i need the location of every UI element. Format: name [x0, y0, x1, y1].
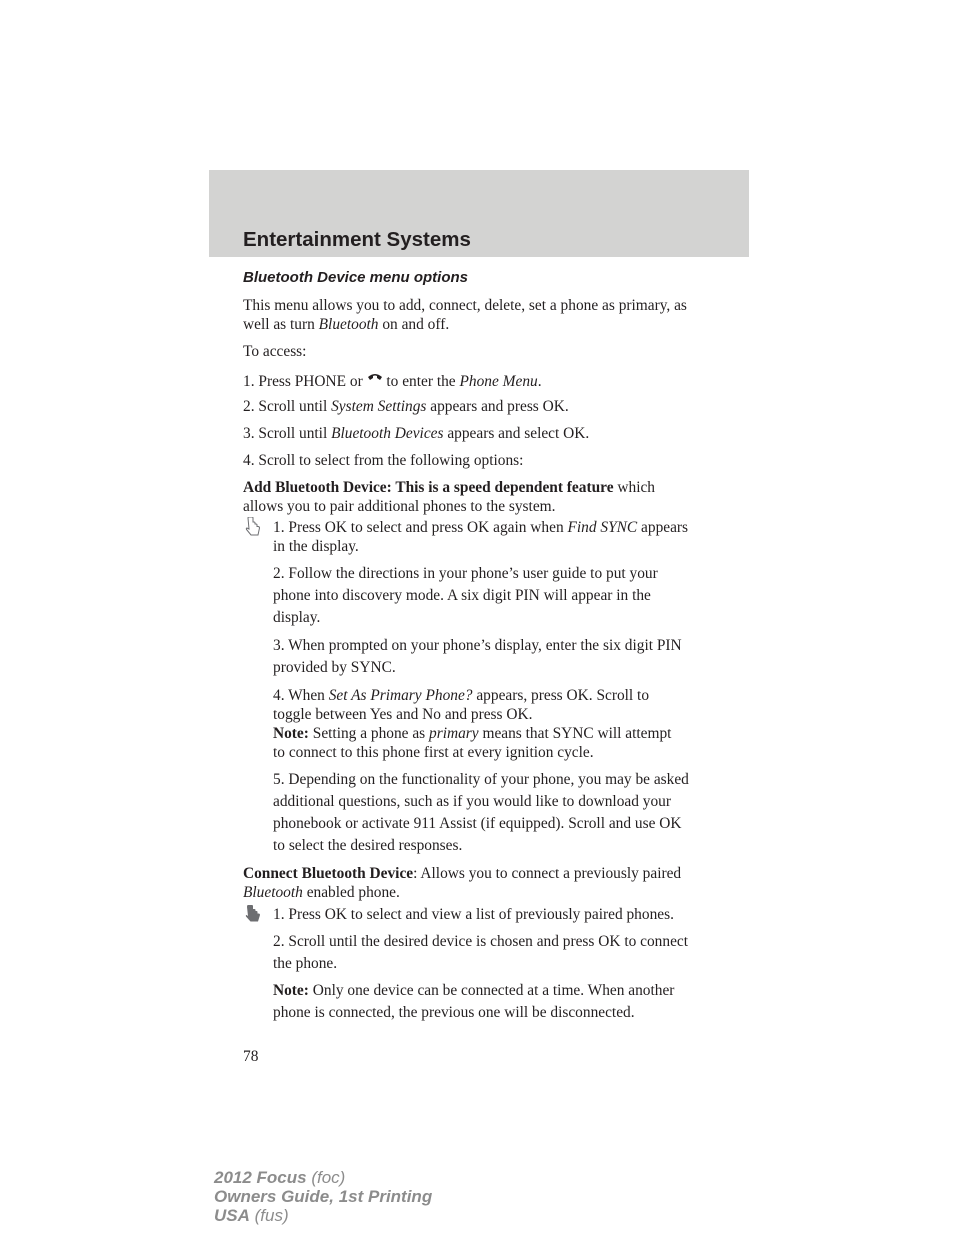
note-one-device-cont: phone is connected, the previous one will be disconnected.	[273, 1004, 635, 1021]
add-step-2-line-2: phone into discovery mode. A six digit PIN will appear in the	[273, 587, 651, 604]
intro-line-2	[243, 315, 449, 334]
text-run: primary	[429, 725, 479, 742]
add-step-5-line-1: 5. Depending on the functionality of your phone, you may be asked	[273, 771, 689, 788]
footer-line-guide: Owners Guide, 1st Printing	[214, 1187, 433, 1206]
hands-free-hand-icon	[245, 905, 263, 928]
section-title: Entertainment Systems	[243, 228, 471, 251]
text-run: 3. Scroll until	[243, 425, 332, 442]
text-run: Setting a phone as	[308, 725, 430, 742]
add-step-2-line-1: 2. Follow the directions in your phone’s user guide to put your	[273, 565, 658, 582]
to-access: To access:	[243, 343, 307, 360]
text-run: on and off.	[378, 316, 450, 333]
text-run: Phone Menu	[459, 373, 538, 390]
connect-step-1: 1. Press OK to select and view a list of previously paired phones.	[273, 906, 674, 923]
text-run: Add Bluetooth Device: This is a speed dependent feature	[243, 479, 614, 496]
step-1	[243, 370, 542, 391]
add-device-heading	[243, 478, 655, 497]
add-step-3-line-1: 3. When prompted on your phone’s display, enter the six digit PIN	[273, 637, 682, 654]
text-run: Connect Bluetooth Device	[243, 865, 414, 882]
text-run: Note:	[273, 982, 309, 999]
text-run: Set As Primary Phone?	[328, 687, 473, 704]
add-step-4-line-1	[273, 686, 649, 705]
text-run: appears	[637, 519, 689, 536]
text-run: 2. Scroll until	[243, 398, 332, 415]
text-run: : Allows you to connect a previously paired	[413, 865, 682, 882]
add-step-5-line-2: additional questions, such as if you would like to download your	[273, 793, 671, 810]
connect-device-desc	[243, 883, 400, 902]
step-2	[243, 397, 569, 416]
text-run: appears and select OK.	[443, 425, 590, 442]
text-run: Find SYNC	[567, 519, 638, 536]
text-run: appears and press OK.	[426, 398, 569, 415]
text-run: means that SYNC will attempt	[478, 725, 672, 742]
connect-device-heading	[243, 864, 681, 883]
add-step-3-line-2: provided by SYNC.	[273, 659, 396, 676]
connect-step-2-line-2: the phone.	[273, 955, 338, 972]
note-one-device	[273, 981, 674, 1000]
add-step-4-line-2: toggle between Yes and No and press OK.	[273, 706, 533, 723]
add-step-1-cont: in the display.	[273, 538, 359, 555]
footer-line-model	[214, 1168, 432, 1187]
footer-print-info	[214, 1168, 432, 1225]
page-number: 78	[243, 1048, 259, 1065]
connect-step-2-line-1: 2. Scroll until the desired device is chosen and press OK to connect	[273, 933, 689, 950]
step-4: 4. Scroll to select from the following options:	[243, 452, 524, 469]
text-run: appears, press OK. Scroll to	[472, 687, 650, 704]
text-run: 1. Press PHONE or	[243, 373, 367, 390]
text-run: 4. When	[273, 687, 329, 704]
note-primary	[273, 724, 671, 743]
subheading: Bluetooth Device menu options	[243, 269, 469, 286]
footer-line-region	[214, 1206, 432, 1225]
add-device-desc: allows you to pair additional phones to the system.	[243, 498, 556, 515]
text-run: 2012 Focus	[214, 1168, 307, 1187]
text-run: enabled phone.	[302, 884, 400, 901]
text-run: System Settings	[331, 398, 427, 415]
add-step-2-line-3: display.	[273, 609, 321, 626]
text-run: well as turn	[243, 316, 319, 333]
step-3	[243, 424, 589, 443]
intro-line-1: This menu allows you to add, connect, delete, set a phone as primary, as	[243, 297, 687, 314]
text-run: Note:	[273, 725, 309, 742]
note-primary-cont: to connect to this phone first at every ignition cycle.	[273, 744, 594, 761]
text-run: USA	[214, 1206, 250, 1225]
add-step-1	[273, 518, 688, 537]
text-run: .	[537, 373, 542, 390]
add-step-5-line-4: to select the desired responses.	[273, 837, 463, 854]
text-run: Bluetooth	[243, 884, 303, 901]
text-run: Only one device can be connected at a time. When another	[308, 982, 675, 999]
text-run: to enter the	[382, 373, 460, 390]
text-run: (fus)	[249, 1206, 289, 1225]
text-run: Bluetooth Devices	[331, 425, 444, 442]
text-run: Bluetooth	[318, 316, 379, 333]
text-run: (foc)	[306, 1168, 346, 1187]
text-run: 1. Press OK to select and press OK again when	[273, 519, 568, 536]
text-run: which	[613, 479, 656, 496]
phone-handset-icon	[367, 370, 383, 382]
speed-restriction-hand-icon	[245, 517, 261, 542]
add-step-5-line-3: phonebook or activate 911 Assist (if equipped). Scroll and use OK	[273, 815, 682, 832]
